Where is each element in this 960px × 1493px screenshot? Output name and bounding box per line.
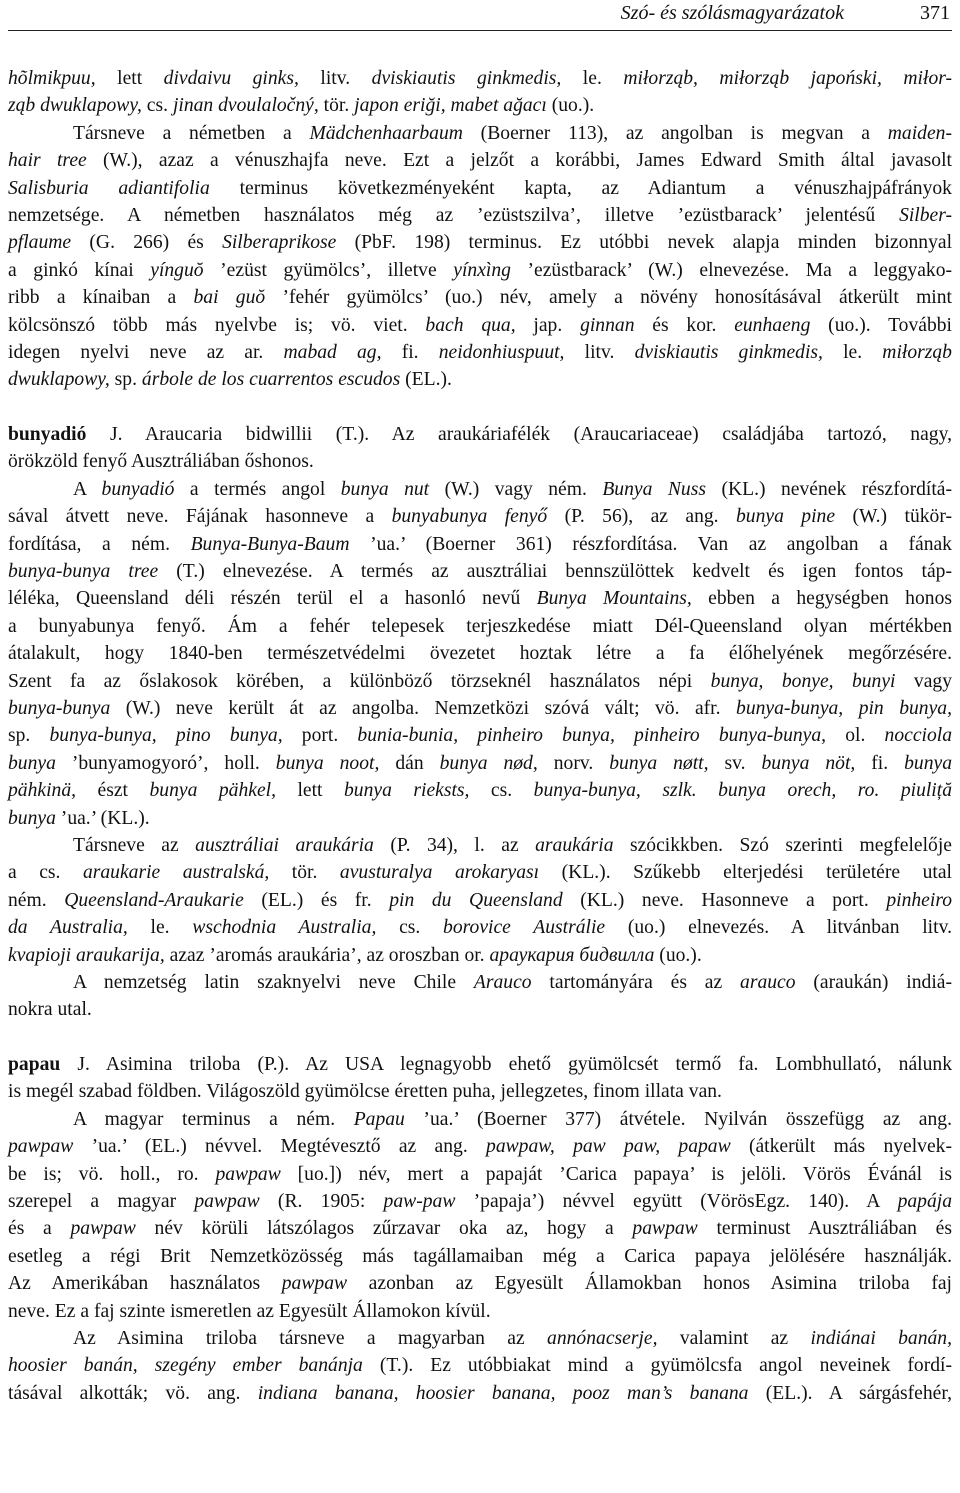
text-line: bunya-bunya tree (T.) elnevezése. A termés az ausztráliai bennszülöttek kedvelt és igen fontos táp- (8, 561, 952, 583)
text-line: hõlmikpuu, lett divdaivu ginks, litv. dviskiautis ginkmedis, le. miłorząb, miłorząb japoński, miłor- (8, 68, 952, 89)
text-line: kvapioji araukarija, azaz ’aromás araukária’, az oroszban or. араукария бидвилла (uo.). (8, 944, 702, 966)
text-line: nemzetsége. A németben használatos még az ’ezüstszilva’, illetve ’ezüstbarack’ jelentésű Silber- (8, 204, 952, 226)
text-line: pähkinä, észt bunya pähkel, lett bunya rieksts, cs. bunya-bunya, szlk. bunya orech, ro. piuliță (8, 780, 952, 802)
running-title: Szó- és szólásmagyarázatok (620, 2, 844, 24)
text-line: fordítása, a ném. Bunya-Bunya-Baum ’ua.’ (Boerner 361) részfordítása. Van az angolban a fának (8, 533, 952, 555)
text-line: nokra utal. (8, 999, 92, 1021)
text-line: átalakult, hogy 1840-ben természetvédelmi övezetet hoztak létre a fa élőhelyének megőrzésére. (8, 643, 952, 665)
text-line: a bunyabunya fenyő. Ám a fehér telepesek terjeszkedése miatt Dél-Queensland olyan mértékben (8, 615, 952, 637)
text-line: dwuklapowy, sp. árbole de los cuarrentos escudos (EL.). (8, 369, 452, 391)
text-line: A magyar terminus a ném. Papau ’ua.’ (Boerner 377) átvétele. Nyilván összefügg az ang. (73, 1108, 952, 1130)
text-line: neve. Ez a faj szinte ismeretlen az Egyesült Államokon kívül. (8, 1300, 491, 1322)
text-line: bunya-bunya (W.) neve került át az angolba. Nemzetközi szóvá vált; vö. afr. bunya-bunya, pin bunya, (8, 697, 952, 719)
text-line: sp. bunya-bunya, pino bunya, port. bunia-bunia, pinheiro bunya, pinheiro bunya-bunya, ol. nocciola (8, 725, 953, 747)
text-line: be is; vö. holl., ro. pawpaw [uo.]) név, mert a papaját ’Carica papaya’ is jelöli. Vörös Évánál is (8, 1163, 952, 1185)
text-line: szerepel a magyar pawpaw (R. 1905: paw-paw ’papaja’) névvel együtt (VörösEgz. 140). A papája (8, 1191, 952, 1213)
text-line: a cs. araukarie australská, tör. avusturalya arokaryası (KL.). Szűkebb elterjedési területére utal (8, 862, 952, 884)
text-line: bunya ’bunyamogyoró’, holl. bunya noot, dán bunya nød, norv. bunya nøtt, sv. bunya nöt, fi. bunya (8, 752, 952, 774)
text-line: da Australia, le. wschodnia Australia, cs. borovice Austrálie (uo.) elnevezés. A litvánban litv. (8, 917, 952, 939)
running-header (8, 0, 952, 31)
text-line: léléka, Queensland déli részén terül el a hasonló nevű Bunya Mountains, ebben a hegységben honos (8, 588, 952, 610)
text-line: Társneve az ausztráliai araukária (P. 34), l. az araukária szócikkben. Szó szerinti megfelelője (73, 834, 952, 856)
text-line: A bunyadió a termés angol bunya nut (W.) vagy ném. Bunya Nuss (KL.) nevének részfordítá- (73, 478, 952, 500)
text-line: papau J. Asimina triloba (P.). Az USA legnagyobb ehető gyümölcsét termő fa. Lombhullató, nálunk (8, 1054, 952, 1076)
dictionary-body (8, 65, 952, 1407)
text-line: pflaume (G. 266) és Silberaprikose (PbF. 198) terminus. Ez utóbbi nevek alapja minden bizonnyal (8, 232, 953, 254)
page-number: 371 (920, 2, 950, 24)
text-line: Salisburia adiantifolia terminus következményeként kapta, az Adiantum a vénuszhajpáfrányok (8, 177, 952, 199)
text-line: ribb a kínaiban a bai guŏ ’fehér gyümölcs’ (uo.) név, amely a növény honosításával átkerült mint (8, 287, 952, 309)
text-line: is megél szabad földben. Világoszöld gyümölcse éretten puha, jellegzetes, finom illata van. (8, 1081, 722, 1103)
text-line: Szent fa az őslakosok körében, a különböző törzseknél használatos népi bunya, bonye, bunyi vagy (8, 670, 952, 692)
text-line: a ginkó kínai yínguŏ ’ezüst gyümölcs’, illetve yínxìng ’ezüstbarack’ (W.) elnevezése. Ma a leggyako- (8, 259, 953, 281)
text-line: Társneve a németben a Mädchenhaarbaum (Boerner 113), az angolban is megvan a maiden- (73, 122, 952, 144)
entry-separator (8, 394, 952, 421)
text-line: és a pawpaw név körüli látszólagos zűrzavar oka az, hogy a pawpaw terminust Ausztráliában és (8, 1218, 952, 1240)
text-line: A nemzetség latin szaknyelvi neve Chile Arauco tartományára és az arauco (araukán) indiá- (73, 971, 952, 993)
text-line: kölcsönszó több más nyelvbe is; vö. viet. bach qua, jap. ginnan és kor. eunhaeng (uo.). További (8, 314, 953, 336)
entry-separator (8, 1024, 952, 1051)
text-line: bunya ’ua.’ (KL.). (8, 807, 150, 829)
text-line: sával átvett neve. Fájának hasonneve a bunyabunya fenyő (P. 56), az ang. bunya pine (W.) tükör- (8, 506, 952, 528)
text-line: idegen nyelvi neve az ar. mabad ag, fi. neidonhiuspuut, litv. dviskiautis ginkmedis, le. miłorząb (8, 341, 952, 363)
text-line: hoosier banán, szegény ember banánja (T.). Ez utóbbiakat mind a gyümölcsfa angol neveinek fordí- (8, 1355, 952, 1377)
text-line: Az Asimina triloba társneve a magyarban az annónacserje, valamint az indiánai banán, (73, 1327, 952, 1349)
text-line: Az Amerikában használatos pawpaw azonban az Egyesült Államokban honos Asimina triloba faj (8, 1273, 952, 1295)
text-line: hair tree (W.), azaz a vénuszhajfa neve. Ezt a jelzőt a korábbi, James Edward Smith által javasolt (8, 150, 952, 172)
text-line: esetleg a régi Brit Nemzetközösség más tagállamaiban még a Carica papaya jelölésére használják. (8, 1245, 952, 1267)
text-line: pawpaw ’ua.’ (EL.) névvel. Megtévesztő az ang. pawpaw, paw paw, papaw (átkerült más nyelvek- (8, 1136, 953, 1158)
text-line: tásával alkották; vö. ang. indiana banana, hoosier banana, pooz man’s banana (EL.). A sárgásfehér, (8, 1382, 952, 1404)
text-line: bunyadió J. Araucaria bidwillii (T.). Az araukáriafélék (Araucariaceae) családjába tartozó, nagy, (8, 424, 952, 446)
text-line: ząb dwuklapowy, cs. jinan dvoulaločný, tör. japon eriği, mabet ağacı (uo.). (8, 95, 595, 117)
text-line: örökzöld fenyő Ausztráliában őshonos. (8, 451, 314, 473)
text-line: ném. Queensland-Araukarie (EL.) és fr. pin du Queensland (KL.) neve. Hasonneve a port. pinheiro (8, 889, 953, 911)
